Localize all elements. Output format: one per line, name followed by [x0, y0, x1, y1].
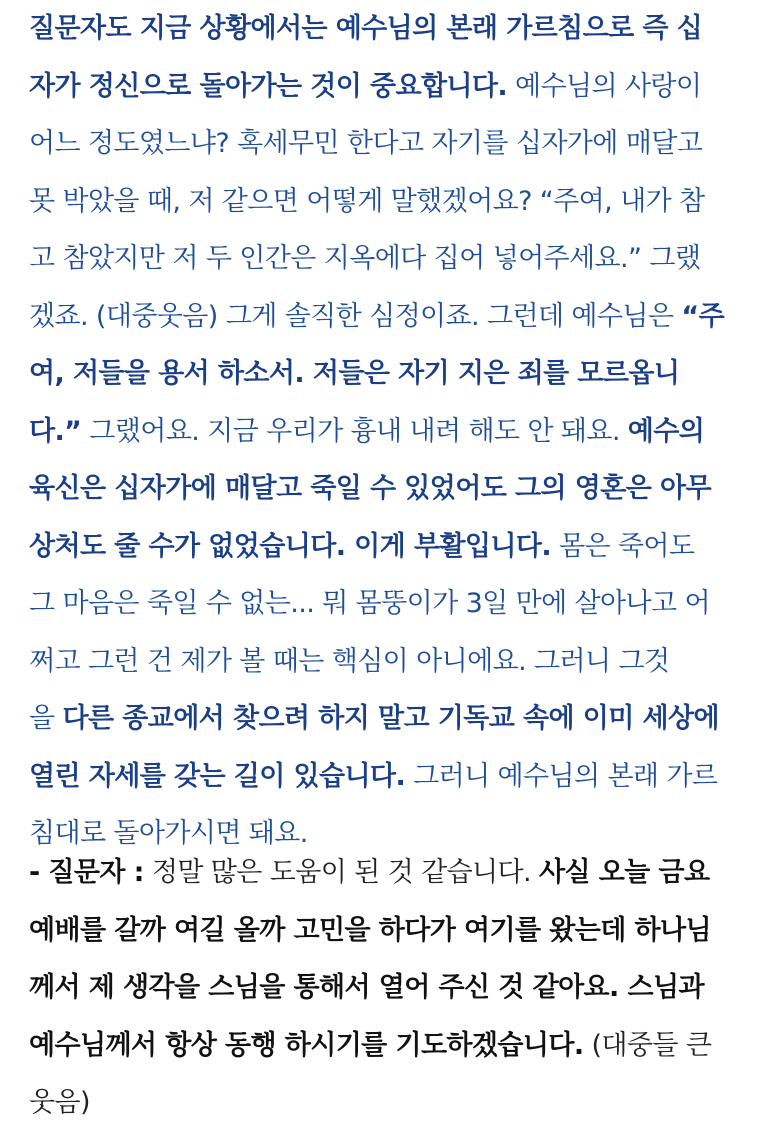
body-text: 몸은 죽어도 — [551, 530, 695, 562]
body-text: 그랬어요. 지금 우리가 흉내 내려 해도 안 돼요. — [81, 415, 628, 447]
emphasized-text: 예수의 — [627, 415, 705, 447]
emphasized-text: 예수님께서 항상 동행 하시기를 기도하겠습니다. — [29, 1029, 584, 1061]
question-text-line — [29, 959, 741, 1017]
question-text-line — [29, 1017, 741, 1075]
emphasized-text: 여, 저들을 용서 하소서. 저들은 자기 지은 죄를 모르옵니 — [29, 358, 680, 389]
answer-text-line — [29, 115, 741, 173]
emphasized-text: 다른 종교에서 찾으려 하지 말고 기독교 속에 이미 세상에 — [62, 703, 719, 734]
emphasized-text: 열린 자세를 갖는 길이 있습니다. — [29, 760, 406, 792]
body-text: 그러니 예수님의 본래 가르 — [405, 760, 718, 792]
body-text: 못 박았을 때, 저 같으면 어떻게 말했겠어요? “주여, 내가 참 — [29, 185, 705, 217]
answer-text-line — [29, 345, 741, 403]
body-text: 어느 정도였느냐? 혹세무민 한다고 자기를 십자가에 매달고 — [29, 128, 703, 159]
body-text: 예수님의 사랑이 — [507, 70, 702, 102]
answer-text-line — [29, 690, 741, 748]
emphasized-text: 께서 제 생각을 스님을 통해서 열어 주신 것 같아요. 스님과 — [29, 972, 704, 1003]
answer-text-line — [29, 58, 741, 116]
answer-text-line — [29, 518, 741, 576]
answer-text-line — [29, 0, 741, 58]
body-text: (대중들 큰 — [583, 1029, 712, 1061]
answer-text-line — [29, 230, 741, 288]
emphasized-text: 질문자도 지금 상황에서는 예수님의 본래 가르침으로 즉 십 — [29, 13, 703, 44]
answer-text-line — [29, 575, 741, 633]
answer-text-line — [29, 173, 741, 231]
question-text-line — [29, 844, 741, 902]
dharma-answer-paragraph — [29, 0, 741, 863]
emphasized-text: 예배를 갈까 여길 올까 고민을 하다가 여기를 왔는데 하나님 — [29, 914, 711, 946]
questioner-reply-paragraph — [29, 844, 741, 1132]
emphasized-text: 육신은 십자가에 매달고 죽일 수 있었어도 그의 영혼은 아무 — [29, 473, 711, 504]
body-text: 고 참았지만 저 두 인간은 지옥에다 집어 넣어주세요.” 그랬 — [29, 243, 701, 274]
question-text-line — [29, 902, 741, 960]
body-text: 겠죠. (대중웃음) 그게 솔직한 심정이죠. 그런데 예수님은 — [29, 300, 682, 332]
answer-text-line — [29, 633, 741, 691]
answer-text-line — [29, 288, 741, 346]
body-text: 을 — [29, 703, 63, 734]
answer-text-line — [29, 460, 741, 518]
question-text-line — [29, 1074, 741, 1132]
body-text: 정말 많은 도움이 된 것 같습니다. — [143, 857, 539, 888]
emphasized-text: 다.” — [29, 415, 82, 447]
body-text: 쩌고 그런 건 제가 볼 때는 핵심이 아니에요. 그러니 그것 — [29, 645, 670, 677]
body-text: 침대로 돌아가시면 돼요. — [29, 818, 308, 849]
emphasized-text: 상처도 줄 수가 없었습니다. 이게 부활입니다. — [29, 530, 551, 562]
body-text: 웃음) — [29, 1087, 90, 1118]
body-text: 그 마음은 죽일 수 없는... 뭐 몸뚱이가 3일 만에 살아나고 어 — [29, 588, 710, 619]
emphasized-text: - 질문자 : — [29, 857, 144, 888]
answer-text-line — [29, 748, 741, 806]
emphasized-text: “주 — [681, 300, 724, 332]
emphasized-text: 사실 오늘 금요 — [539, 857, 710, 888]
answer-text-line — [29, 403, 741, 461]
emphasized-text: 자가 정신으로 돌아가는 것이 중요합니다. — [29, 70, 508, 102]
